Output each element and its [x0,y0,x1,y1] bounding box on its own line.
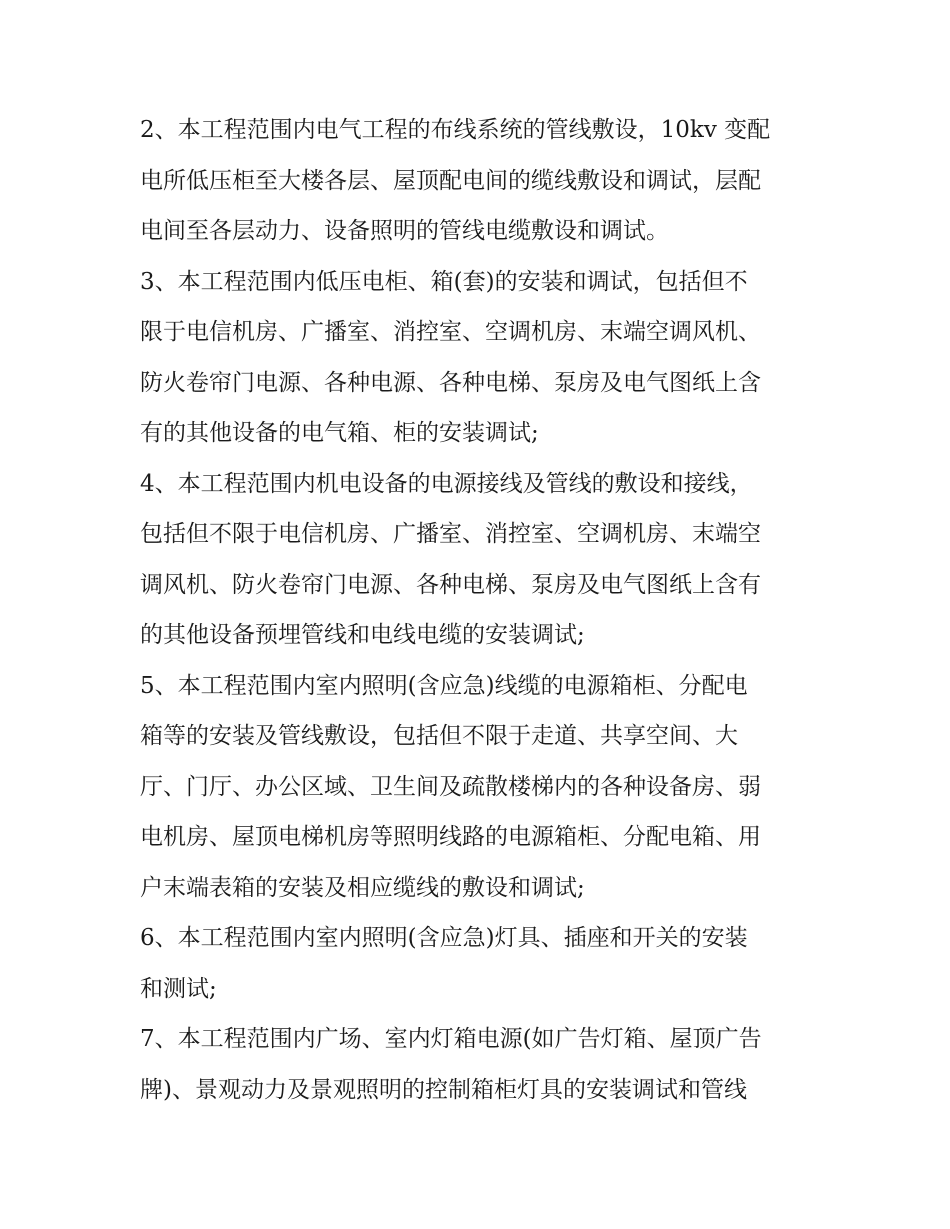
text-line: 2、本工程范围内电气工程的布线系统的管线敷设，10kv 变配 [140,117,771,143]
text-line: 限于电信机房、广播室、消控室、空调机房、末端空调风机、 [140,319,761,345]
text-line: 箱等的安装及管线敷设，包括但不限于走道、共享空间、大 [140,723,738,749]
text-line: 调风机、防火卷帘门电源、各种电梯、泵房及电气图纸上含有 [140,571,761,598]
text-line: 户末端表箱的安装及相应缆线的敷设和调试; [140,874,585,901]
text-line: 6、本工程范围内室内照明(含应急)灯具、插座和开关的安装 [140,925,748,951]
text-line: 防火卷帘门电源、各种电源、各种电梯、泵房及电气图纸上含 [140,369,761,396]
text-line: 电所低压柜至大楼各层、屋顶配电间的缆线敷设和调试，层配 [140,167,761,194]
text-line: 3、本工程范围内低压电柜、箱(套)的安装和调试，包括但不 [140,268,748,295]
text-line: 有的其他设备的电气箱、柜的安装调试; [140,420,539,446]
text-line: 4、本工程范围内机电设备的电源接线及管线的敷设和接线， [140,470,753,497]
text-line: 包括但不限于电信机房、广播室、消控室、空调机房、末端空 [140,521,761,547]
text-line: 和测试; [140,975,217,1002]
text-line: 电间至各层动力、设备照明的管线电缆敷设和调试。 [140,218,669,244]
text-line: 7、本工程范围内广场、室内灯箱电源(如广告灯箱、屋顶广告 [140,1026,762,1052]
text-line: 厅、门厅、办公区域、卫生间及疏散楼梯内的各种设备房、弱 [140,773,761,800]
text-line: 的其他设备预埋管线和电线电缆的安装调试; [140,622,585,648]
document-body [140,105,820,1115]
text-line: 电机房、屋顶电梯机房等照明线路的电源箱柜、分配电箱、用 [140,824,761,850]
text-line: 5、本工程范围内室内照明(含应急)线缆的电源箱柜、分配电 [140,672,748,699]
text-line: 牌)、景观动力及景观照明的控制箱柜灯具的安装调试和管线 [140,1076,747,1103]
